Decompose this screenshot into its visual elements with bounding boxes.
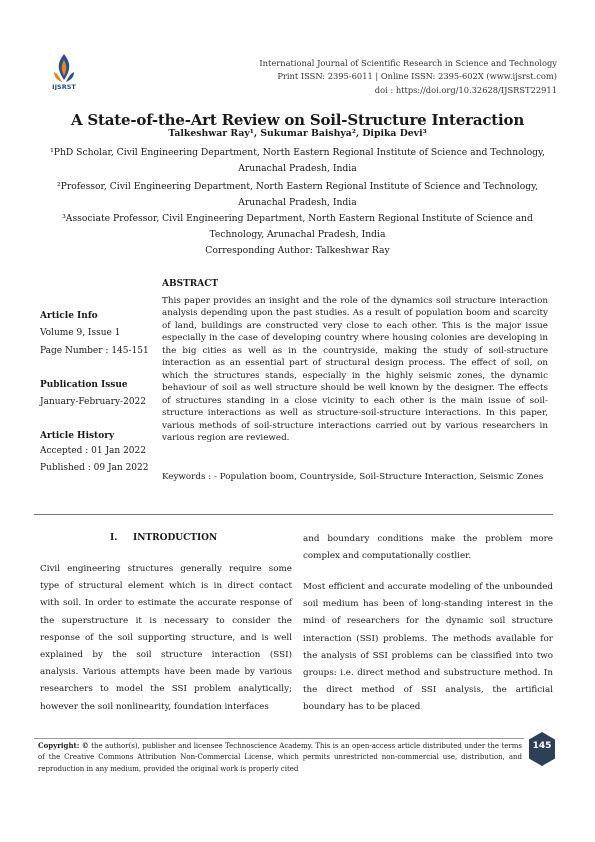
- abstract-heading: ABSTRACT: [162, 279, 219, 289]
- copyright-icon: ©: [81, 741, 89, 750]
- abstract-text: This paper provides an insight and the role of the dynamics soil structure interaction analysis depending upon the past studies. As a result of population boom and scarcity of land, buildings are constructed very close to each other. This is the major issue especially in the case of developing country where housing colonies are developing in the big cities as well as in the countryside, making the study of soil-structure interaction as an essential part of structural design process. The effect of soil, on which the structures stands, especially in the highly seismic zones, the dynamic behaviour of soil as well structure should be well known by the designer. The effects of structures standing in a close vicinity to each other is the main issue of soil-structure interactions as well as structure-soil-structure interactions. In this paper, various methods of soil-structure interactions carried out by various researchers in various region are reviewed.: [162, 296, 548, 443]
- affiliation-2: [20, 179, 575, 211]
- affiliation-line: ³Associate Professor, Civil Engineering Department, North Eastern Regional Institute of Science and: [62, 213, 533, 224]
- affiliation-line: ¹PhD Scholar, Civil Engineering Department, North Eastern Regional Institute of Science and Technology,: [50, 147, 545, 158]
- copyright-notice: [38, 740, 522, 775]
- section-heading: I. INTRODUCTION: [110, 533, 218, 543]
- issn: Print ISSN: 2395-6011 | Online ISSN: 2395-602X (www.ijsrst.com): [277, 71, 557, 82]
- body-paragraph: Most efficient and accurate modeling of the unbounded soil medium has been of long-standing interest in the mind of researchers for the dynamic soil structure interaction (SSI) problems. The methods available for the analysis of SSI problems can be classified into two groups: i.e. direct method and substructure method. In the direct method of SSI analysis, the artificial boundary has to be placed: [303, 582, 553, 713]
- journal-info: [259, 57, 557, 97]
- footer-divider: [34, 738, 524, 739]
- corresponding-author: Corresponding Author: Talkeshwar Ray: [205, 245, 390, 256]
- published-date: Published : 09 Jan 2022: [40, 463, 149, 473]
- issue-months: January-February-2022: [40, 397, 146, 407]
- volume-issue: Volume 9, Issue 1: [40, 328, 121, 338]
- journal-name: International Journal of Scientific Research in Science and Technology: [259, 58, 557, 68]
- accepted-date: Accepted : 01 Jan 2022: [40, 446, 146, 456]
- body-paragraph: and boundary conditions make the problem more complex and computationally costlier.: [303, 534, 553, 562]
- journal-logo-icon: [48, 52, 80, 90]
- affiliation-line: Arunachal Pradesh, India: [238, 163, 357, 174]
- article-history-heading: Article History: [40, 431, 115, 441]
- logo-text: IJSRST: [52, 83, 76, 90]
- affiliation-line: ²Professor, Civil Engineering Department, North Eastern Regional Institute of Science and Technology,: [56, 181, 539, 192]
- copyright-label: Copyright:: [38, 741, 80, 750]
- article-info-heading: Article Info: [40, 311, 98, 321]
- doi-link[interactable]: doi : https://doi.org/10.32628/IJSRST22911: [374, 84, 557, 95]
- page-range: Page Number : 145-151: [40, 346, 149, 356]
- paper-title: A State-of-the-Art Review on Soil-Structure Interaction: [70, 111, 525, 129]
- affiliation-3: [20, 211, 575, 243]
- affiliation-1: [20, 145, 575, 177]
- author-list: Talkeshwar Ray¹, Sukumar Baishya², Dipika Devi³: [168, 128, 427, 139]
- affiliation-line: Technology, Arunachal Pradesh, India: [209, 229, 386, 240]
- affiliation-line: Arunachal Pradesh, India: [238, 197, 357, 208]
- publication-issue-heading: Publication Issue: [40, 380, 128, 390]
- page-number: 145: [532, 741, 552, 751]
- body-paragraph: Civil engineering structures generally require some type of structural element which is in direct contact with soil. In order to estimate the accurate response of the superstructure it is necessary to consider the response of the soil supporting structure, and is well explained by the soil structure interaction (SSI) analysis. Various attempts have been made by various researchers to model the SSI problem analytically; however the soil nonlinearity, foundation interfaces: [40, 564, 292, 712]
- divider: [34, 514, 553, 515]
- license-text: the author(s), publisher and licensee Technoscience Academy. This is an open-access article distributed under the terms of the Creative Commons Attribution Non-Commercial License, which permits unrestricted non-commercial use, distribution, and reproduction in any medium, provided the original work is properly cited: [38, 742, 522, 773]
- keywords: Keywords : - Population boom, Countryside, Soil-Structure Interaction, Seismic Zones: [162, 472, 544, 482]
